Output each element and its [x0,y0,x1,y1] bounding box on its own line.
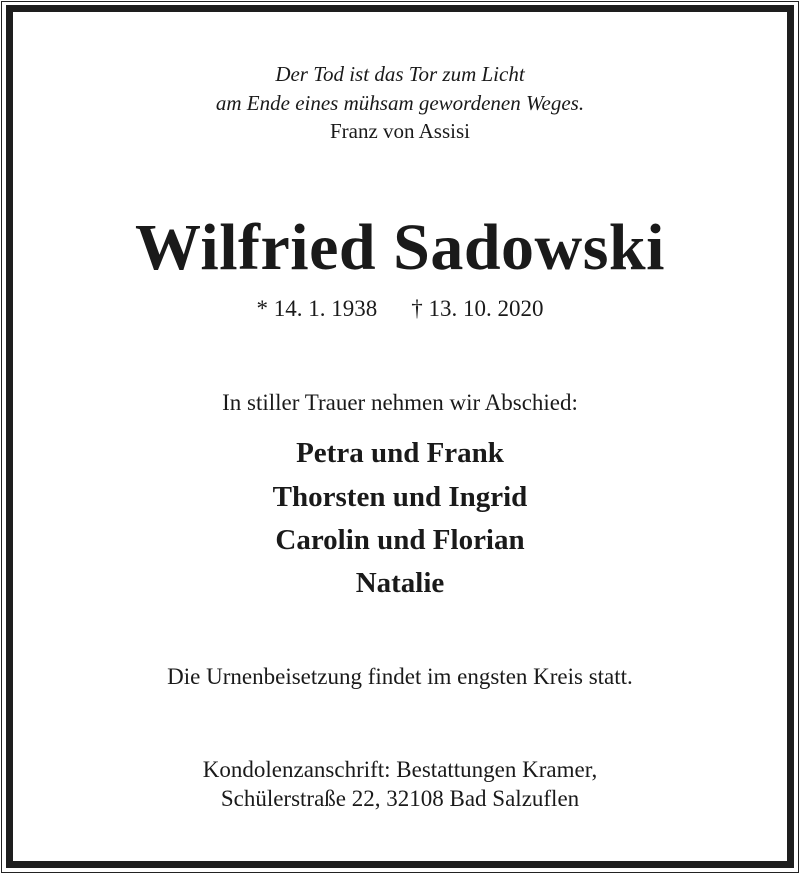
burial-note: Die Urnenbeisetzung findet im engsten Kreis statt. [167,664,633,689]
quote-line-1: Der Tod ist das Tor zum Licht [275,62,525,86]
quote-author: Franz von Assisi [329,119,470,143]
mourner: Petra und Frank [296,437,504,469]
mourner: Carolin und Florian [275,524,525,556]
life-dates [0,296,800,322]
deceased-name: Wilfried Sadowski [135,211,665,284]
quote-line-2: am Ende eines mühsam gewordenen Weges. [215,91,585,115]
death-date: † 13. 10. 2020 [411,296,544,321]
birth-date: * 14. 1. 1938 [256,296,378,321]
mourner: Thorsten und Ingrid [272,481,528,513]
farewell-text: In stiller Trauer nehmen wir Abschied: [222,390,578,415]
mourner: Natalie [355,567,445,599]
condolence-line-1: Kondolenzanschrift: Bestattungen Kramer, [202,757,598,782]
condolence-line-2: Schülerstraße 22, 32108 Bad Salzuflen [220,786,580,811]
